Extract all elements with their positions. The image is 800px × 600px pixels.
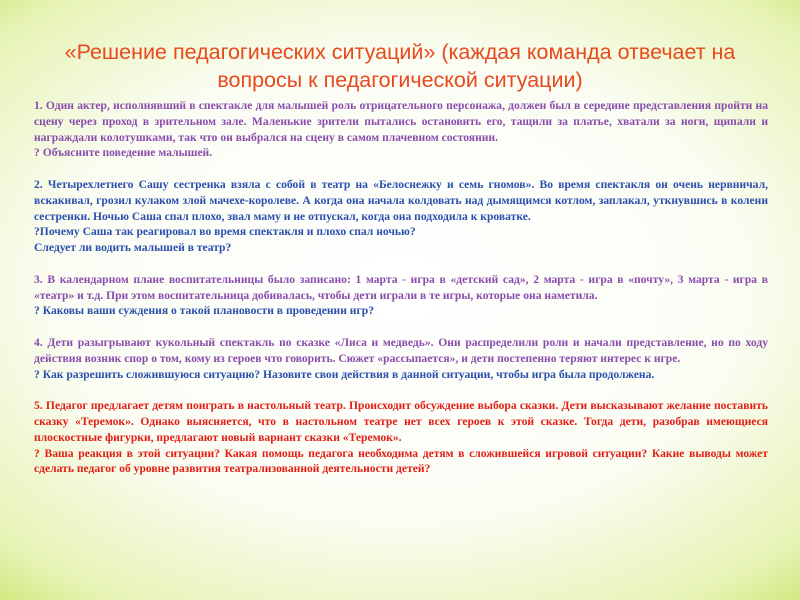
situation-question: ? Объясните поведение малышей. — [34, 146, 213, 160]
situation-text: 2. Четырехлетнего Сашу сестренка взяла с собой в театр на «Белоснежку и семь гномов». Во время спектакля он очень нервничал, вскакивал, грозил кулаком злой мачехе-королеве. А когда она начала колдовать над дымящимся котлом, заплакал, уткнувшись в колени сестренки. Ночью Саша спал плохо, звал маму и не отпускал, когда она подходила к кроватке. — [34, 177, 768, 223]
situation-question: ? Как разрешить сложившуюся ситуацию? Назовите свои действия в данной ситуации, чтобы игра была продолжена. — [34, 367, 655, 381]
situation-3 — [34, 272, 768, 319]
slide-title: «Решение педагогических ситуаций» (каждая команда отвечает на вопросы к педагогической ситуации) — [64, 40, 736, 92]
situation-1 — [34, 98, 768, 161]
slide-body — [34, 98, 768, 477]
situation-question: ? Каковы ваши суждения о такой плановости в проведении игр? — [34, 304, 374, 318]
situation-question: ? Ваша реакция в этой ситуации? Какая помощь педагога необходима детям в сложившейся игровой ситуации? Какие выводы может сделать педагог об уровне развития театрализованной деятельности детей? — [34, 446, 768, 476]
situation-text: 1. Один актер, исполнявший в спектакле для малышей роль отрицательного персонажа, должен был в середине представления пройти на сцену через проход в зрительном зале. Маленькие зрители пытались остановить его, тащили за платье, хватали за ноги, щипали и награждали колотушками, так что он выбрался на сцену в самом плачевном состоянии. — [34, 99, 768, 144]
situation-5 — [34, 398, 768, 477]
situation-text: 4. Дети разыгрывают кукольный спектакль по сказке «Лиса и медведь». Они распределили роли и начали представление, но по ходу действия возник спор о том, кому из героев что говорить. Сюжет «рассыпается», и дети постепенно теряют интерес к игре. — [34, 335, 768, 365]
situation-4 — [34, 335, 768, 382]
situation-question: Следует ли водить малышей в театр? — [34, 241, 232, 255]
situation-question: ?Почему Саша так реагировал во время спектакля и плохо спал ночью? — [34, 225, 416, 239]
situation-text: 3. В календарном плане воспитательницы было записано: 1 марта - игра в «детский сад», 2 марта - игра в «почту», 3 марта - игра в «театр» и т.д. При этом воспитательница добивалась, чтобы дети играли в те игры, которые она наметила. — [34, 272, 768, 302]
situation-text: 5. Педагог предлагает детям поиграть в настольный театр. Происходит обсуждение выбора сказки. Дети высказывают желание поставить сказку «Теремок». Однако выясняется, что в настольном театре нет всех героев к этой сказке. Тогда дети, разобрав имеющиеся плоскостные фигурки, предлагают новый вариант сказки «Теремок». — [34, 399, 768, 444]
situation-2 — [34, 177, 768, 256]
